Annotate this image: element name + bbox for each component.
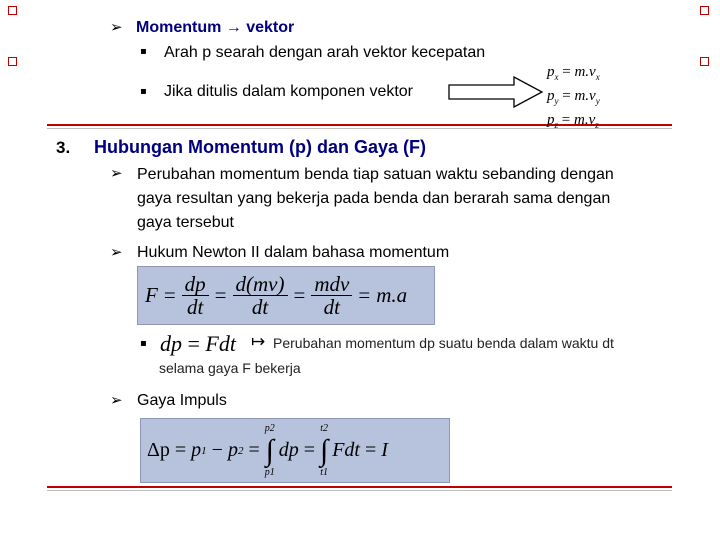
decor-square-right-upper (700, 57, 709, 66)
formula-py: $p_y = m.v_y$ (547, 88, 600, 106)
section-number: 3. (56, 138, 71, 157)
point-newton-second-law: Hukum Newton II dalam bahasa momentum (137, 244, 450, 261)
top-heading-suffix: vektor (246, 19, 295, 36)
integral-p: p2 ∫ p1 (264, 422, 275, 478)
top-heading (136, 18, 294, 38)
newton-formula-box (137, 266, 435, 325)
top-heading-title: Momentum (136, 19, 222, 36)
point-momentum-change: Perubahan momentum benda tiap satuan waktu sebanding dengan gaya resultan yang bekerja pada benda dan berarah sama dengan gaya tersebut (137, 166, 614, 231)
arrow-bullet-icon: ➢ (110, 391, 123, 409)
block-arrow-icon (448, 76, 544, 108)
arrow-bullet-icon: ➢ (110, 164, 123, 182)
decor-square-top-left (8, 6, 17, 15)
decor-square-right-top (700, 6, 709, 15)
maps-to-icon: ↦ (251, 332, 266, 352)
point-impulse: Gaya Impuls (137, 392, 227, 409)
impulse-differential: dp = Fdt (160, 331, 236, 356)
right-arrow-icon: → (225, 19, 242, 36)
bullet-components: Jika ditulis dalam komponen vektor (164, 83, 414, 100)
arrow-bullet-icon: ➢ (110, 243, 123, 261)
sub-note: Perubahan momentum dp suatu benda dalam waktu dt selama gaya F bekerja (159, 335, 614, 376)
decor-rule-bottom-light (47, 490, 672, 491)
section-title: Hubungan Momentum (p) dan Gaya (F) (94, 137, 426, 157)
component-formula (547, 63, 600, 135)
arrow-bullet-icon: ➢ (110, 18, 123, 36)
newton-formula: F = $\frac{dp}{dt}$ = $\frac{d(mv)}{dt}$ = mdv dt = m.a (145, 272, 408, 319)
square-bullet-icon: ▪ (140, 338, 147, 349)
bullet-direction: Arah p searah dengan arah vektor kecepatan (164, 44, 486, 61)
impulse-formula: Δp = p 1 − p 2 = p2 ∫ p1 dp = t2 ∫ t1 Fdt = I (147, 422, 388, 478)
formula-pz: $p_z = m.v_z$ (547, 112, 599, 130)
impulse-formula-box (140, 418, 450, 483)
integral-t: t2 ∫ t1 (320, 422, 329, 478)
formula-px: $p_x = m.v_x$ (547, 64, 600, 82)
square-bullet-icon: ▪ (140, 46, 147, 57)
square-bullet-icon: ▪ (140, 86, 147, 97)
decor-square-mid-left (8, 57, 17, 66)
decor-rule-bottom (47, 486, 672, 488)
